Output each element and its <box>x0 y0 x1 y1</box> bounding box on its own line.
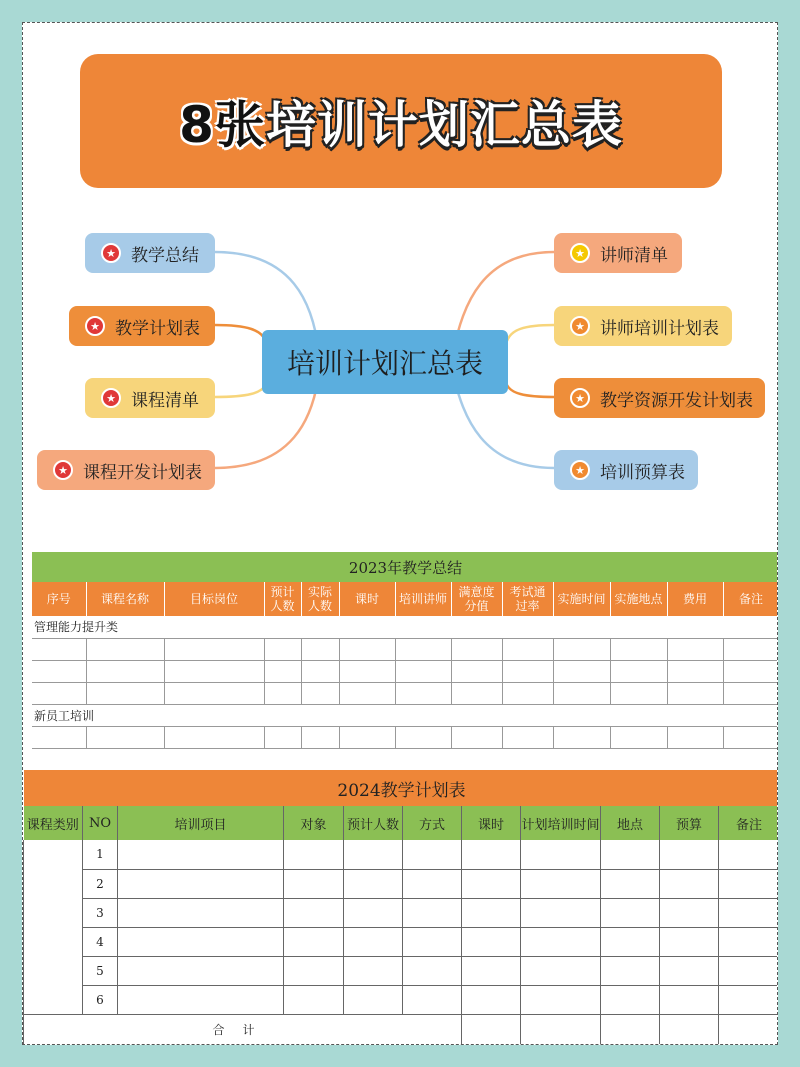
col-header: 序号 <box>32 582 86 616</box>
star-icon: ★ <box>101 243 121 263</box>
node-label: 讲师清单 <box>600 245 668 266</box>
node-label: 教学总结 <box>131 245 199 266</box>
connector-right-2 <box>507 325 554 341</box>
table-row <box>24 985 779 1014</box>
mindmap-node-course-list <box>85 378 215 418</box>
col-header: 考试通 过率 <box>502 582 553 616</box>
mindmap-node-lecturer-training-plan <box>554 306 732 346</box>
row-number: 4 <box>83 927 118 956</box>
node-label: 培训预算表 <box>600 462 685 483</box>
col-header: 预算 <box>660 806 719 840</box>
mindmap-node-teaching-plan <box>69 306 215 346</box>
row-number: 1 <box>83 840 118 869</box>
row-number: 6 <box>83 985 118 1014</box>
summary-table-title: 2023年教学总结 <box>32 552 778 582</box>
table-row <box>24 898 779 927</box>
table-row <box>24 840 779 869</box>
star-icon: ★ <box>570 460 590 480</box>
table-row <box>24 956 779 985</box>
col-header: 培训项目 <box>118 806 284 840</box>
plan-table-title: 2024教学计划表 <box>24 770 779 806</box>
col-header: 课程类别 <box>24 806 83 840</box>
connector-right-3 <box>507 385 554 397</box>
col-header: 备注 <box>719 806 779 840</box>
node-label: 教学资源开发计划表 <box>600 390 753 411</box>
node-label: 教学计划表 <box>115 318 200 339</box>
title-text: 培训计划汇总表 <box>265 96 623 154</box>
mindmap-node-resource-dev-plan <box>554 378 765 418</box>
summary-table-header <box>32 582 778 616</box>
mindmap-node-course-dev-plan <box>37 450 215 490</box>
col-header: 课时 <box>339 582 395 616</box>
table-row <box>32 660 778 682</box>
col-header: 课程名称 <box>86 582 164 616</box>
star-icon: ★ <box>570 316 590 336</box>
mindmap-node-training-budget <box>554 450 698 490</box>
plan-table-2024 <box>23 770 778 1045</box>
table-row <box>24 927 779 956</box>
course-category-cell <box>24 840 83 1014</box>
table-row <box>32 638 778 660</box>
total-row <box>24 1014 779 1044</box>
col-header: 目标岗位 <box>164 582 264 616</box>
poster-page <box>22 22 778 1045</box>
connector-left-2 <box>215 325 266 341</box>
section-label: 管理能力提升类 <box>32 616 778 638</box>
col-header: 费用 <box>667 582 723 616</box>
summary-table-2023 <box>32 552 778 749</box>
col-header: 培训讲师 <box>395 582 451 616</box>
node-label: 课程清单 <box>131 390 199 411</box>
section-label: 新员工培训 <box>32 704 778 726</box>
node-label: 课程开发计划表 <box>83 462 202 483</box>
table-row <box>32 682 778 704</box>
mindmap-node-lecturer-list <box>554 233 682 273</box>
plan-table-header <box>24 806 779 840</box>
star-icon: ★ <box>570 388 590 408</box>
table-row <box>24 869 779 898</box>
table-row <box>32 726 778 748</box>
title-number: 8张 <box>179 96 266 154</box>
mindmap-center-node: 培训计划汇总表 <box>262 330 508 394</box>
col-header: 备注 <box>723 582 778 616</box>
connector-left-3 <box>215 385 266 397</box>
col-header: 方式 <box>403 806 462 840</box>
mindmap-node-teaching-summary <box>85 233 215 273</box>
col-header: 满意度 分值 <box>451 582 502 616</box>
col-header: 实施地点 <box>610 582 667 616</box>
col-header: NO <box>83 806 118 840</box>
col-header: 实际 人数 <box>301 582 339 616</box>
col-header: 预计人数 <box>344 806 403 840</box>
col-header: 实施时间 <box>553 582 610 616</box>
col-header: 对象 <box>284 806 344 840</box>
col-header: 预计 人数 <box>264 582 301 616</box>
node-label: 讲师培训计划表 <box>600 318 719 339</box>
row-number: 3 <box>83 898 118 927</box>
star-icon: ★ <box>101 388 121 408</box>
star-icon: ★ <box>53 460 73 480</box>
total-label: 合计 <box>24 1014 462 1044</box>
star-icon: ★ <box>570 243 590 263</box>
row-number: 2 <box>83 869 118 898</box>
col-header: 地点 <box>601 806 660 840</box>
col-header: 课时 <box>462 806 521 840</box>
row-number: 5 <box>83 956 118 985</box>
star-icon: ★ <box>85 316 105 336</box>
col-header: 计划培训时间 <box>521 806 601 840</box>
